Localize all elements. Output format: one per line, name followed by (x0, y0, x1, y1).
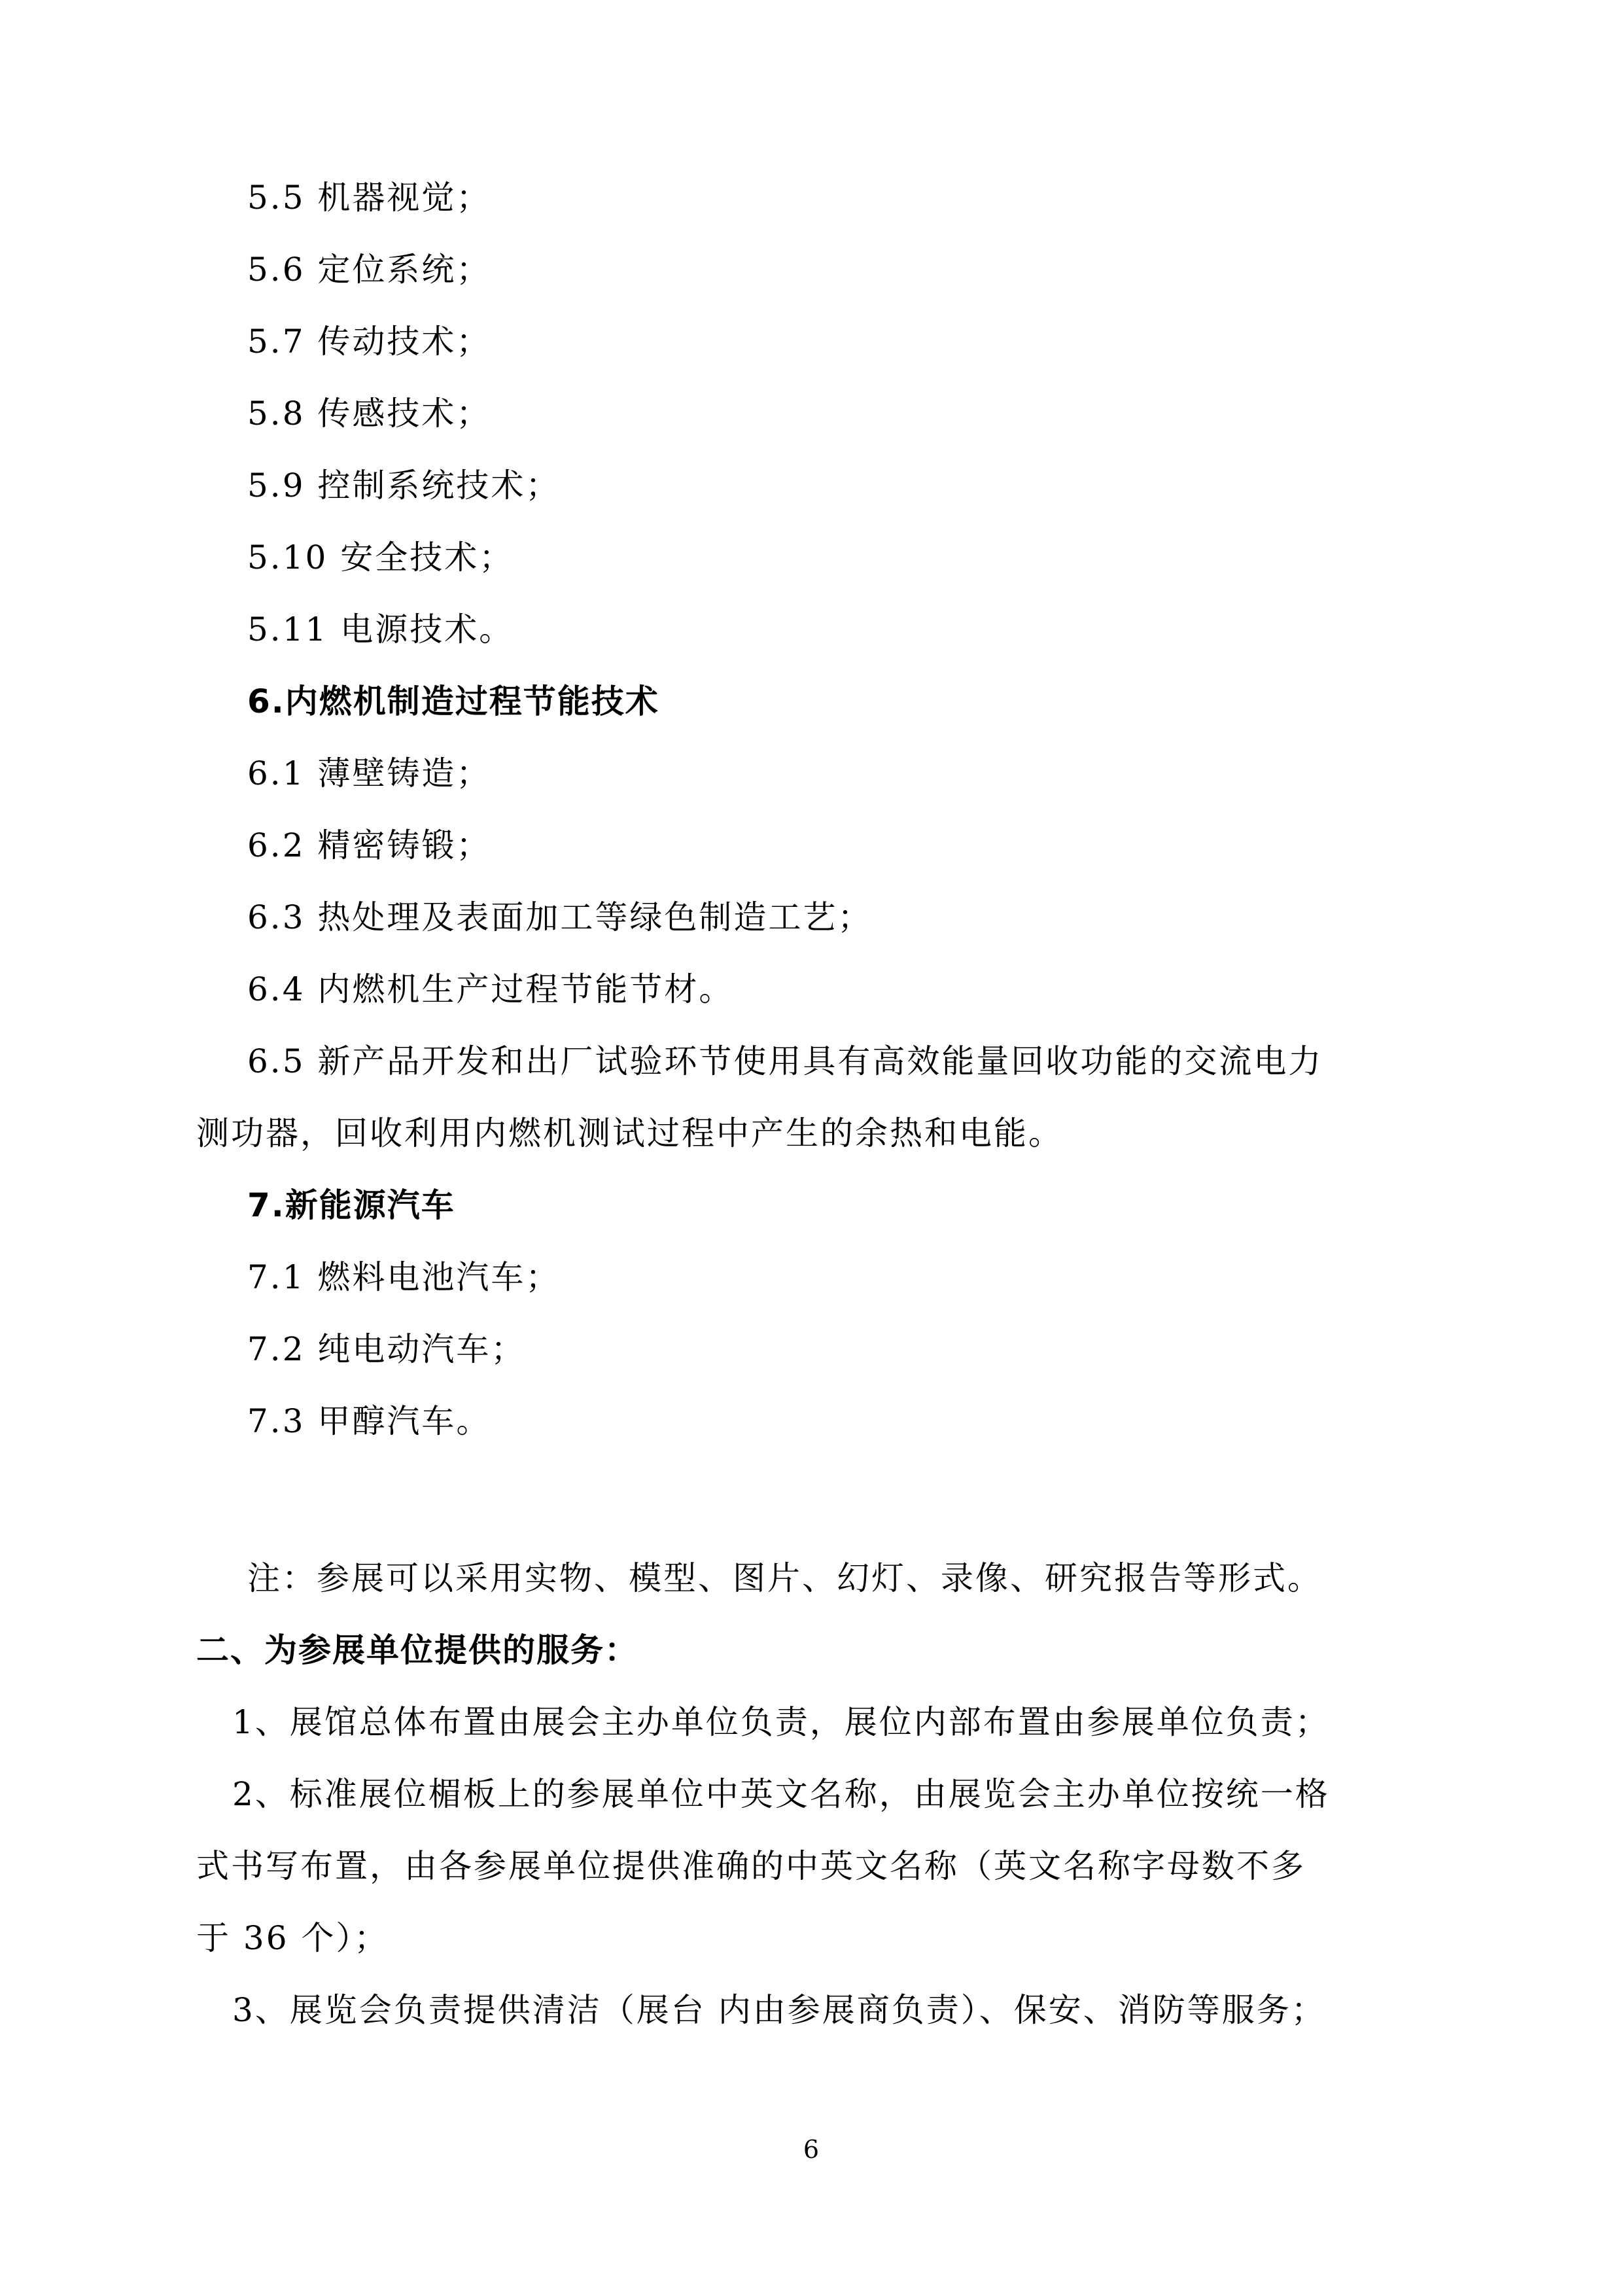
service-item-2-continued: 式书写布置，由各参展单位提供准确的中英文名称（英文名称字母数不多 (196, 1847, 1306, 1885)
item-7-2: 7.2 纯电动汽车； (247, 1330, 526, 1368)
item-5-11: 5.11 电源技术。 (247, 610, 514, 648)
item-7-1: 7.1 燃料电池汽车； (247, 1258, 561, 1296)
section-heading-7: 7.新能源汽车 (247, 1186, 455, 1224)
service-item-1: 1、展馆总体布置由展会主办单位负责，展位内部布置由参展单位负责； (232, 1703, 1330, 1741)
item-5-5: 5.5 机器视觉； (247, 179, 491, 217)
service-item-2-end: 于 36 个）； (196, 1919, 389, 1957)
item-5-10: 5.10 安全技术； (247, 539, 514, 576)
service-item-3: 3、展览会负责提供清洁（展台 内由参展商负责）、保安、消防等服务； (232, 1991, 1326, 2029)
page-number: 6 (803, 2135, 820, 2164)
item-5-9: 5.9 控制系统技术； (247, 467, 561, 504)
note-paragraph: 注：参展可以采用实物、模型、图片、幻灯、录像、研究报告等形式。 (247, 1559, 1322, 1597)
item-6-5-continued: 测功器，回收利用内燃机测试过程中产生的余热和电能。 (196, 1114, 1063, 1152)
item-5-6: 5.6 定位系统； (247, 251, 491, 289)
item-7-3: 7.3 甲醇汽车。 (247, 1402, 491, 1440)
service-item-2: 2、标准展位楣板上的参展单位中英文名称，由展览会主办单位按统一格 (232, 1775, 1330, 1813)
item-5-7: 5.7 传动技术； (247, 323, 491, 361)
item-6-5: 6.5 新产品开发和出厂试验环节使用具有高效能量回收功能的交流电力 (247, 1042, 1323, 1080)
item-6-4: 6.4 内燃机生产过程节能节材。 (247, 970, 734, 1008)
item-6-2: 6.2 精密铸锻； (247, 826, 491, 864)
item-6-3: 6.3 热处理及表面加工等绿色制造工艺； (247, 898, 873, 936)
item-6-1: 6.1 薄壁铸造； (247, 754, 491, 792)
section-heading-services: 二、为参展单位提供的服务： (196, 1631, 638, 1669)
item-5-8: 5.8 传感技术； (247, 395, 491, 433)
section-heading-6: 6.内燃机制造过程节能技术 (247, 682, 659, 720)
